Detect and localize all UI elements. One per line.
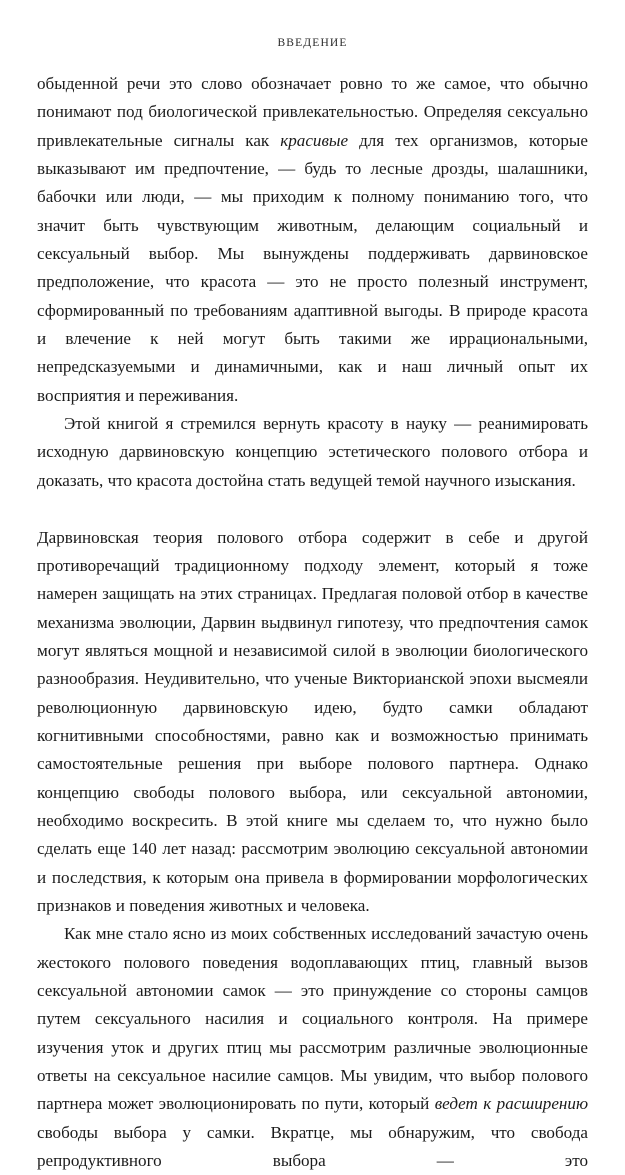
body-paragraph [37, 410, 588, 495]
paragraph-text-run: Как мне стало ясно из моих собственных исследований зачастую очень жестокого полового поведения водоплавающих птиц, главный вызов сексуальной автономии самок — это принуждение со стороны самцов путем сексуального насилия и социального контроля. На примере изучения уток и других птиц мы рассмотрим различные эволюционные ответы на сексуальное насилие самцов. Мы увидим, что выбор полового партнера может эволюционировать по пути, который [37, 924, 588, 1114]
paragraph-text-run: Дарвиновская теория полового отбора содержит в себе и другой противоречащий традиционному подходу элемент, который я тоже намерен защищать на этих страницах. Предлагая половой отбор в качестве механизма эволюции, Дарвин выдвинул гипотезу, что предпочтения самок могут являться мощной и независимой силой в эволюции биологического разнообразия. Неудивительно, что ученые Викторианской эпохи высмеяли революционную дарвиновскую идею, будто самки обладают когнитивными способностями, равно как и возможностью принимать самостоятельные решения при выборе полового партнера. Однако концепцию свободы полового выбора, или сексуальной автономии, необходимо воскресить. В этой книге мы сделаем то, что нужно было сделать еще 140 лет назад: рассмотрим эволюцию сексуальной автономии и последствия, к которым она привела в формировании морфологических признаков и поведения животных и человека. [37, 527, 588, 915]
body-paragraph [37, 920, 588, 1175]
body-paragraph [37, 70, 588, 410]
paragraph-text-run: свободы выбора у самки. Вкратце, мы обнаружим, что свобода репродуктивного выбора — это [37, 1122, 588, 1171]
paragraph-text-run: для тех организмов, которые выказывают им предпочтение, — будь то лесные дрозды, шалашники, бабочки или люди, — мы приходим к полному пониманию того, что значит быть чувствующим животным, делающим социальный и сексуальный выбор. Мы вынуждены поддерживать дарвиновское предположение, что красота — это не просто полезный инструмент, сформированный по требованиям адаптивной выгоды. В природе красота и влечение к ней могут быть такими же иррациональными, непредсказуемыми и динамичными, как и наш личный опыт их восприятия и переживания. [37, 130, 588, 405]
emphasized-text: красивые [280, 130, 349, 150]
body-text-block [37, 70, 588, 1175]
paragraph-text-run: Этой книгой я стремился вернуть красоту в науку — реанимировать исходную дарвиновскую концепцию эстетического полового отбора и доказать, что красота достойна стать ведущей темой научного изыскания. [37, 414, 588, 490]
emphasized-text: ведет к расширению [434, 1094, 588, 1114]
running-head: ВВЕДЕНИЕ [277, 37, 348, 49]
paragraph-text-run: обыденной речи это слово обозначает ровно то же самое, что обычно понимают под биологической привлекательностью. Определяя сексуально привлекательные сигналы как [37, 74, 588, 150]
body-paragraph [37, 524, 588, 921]
